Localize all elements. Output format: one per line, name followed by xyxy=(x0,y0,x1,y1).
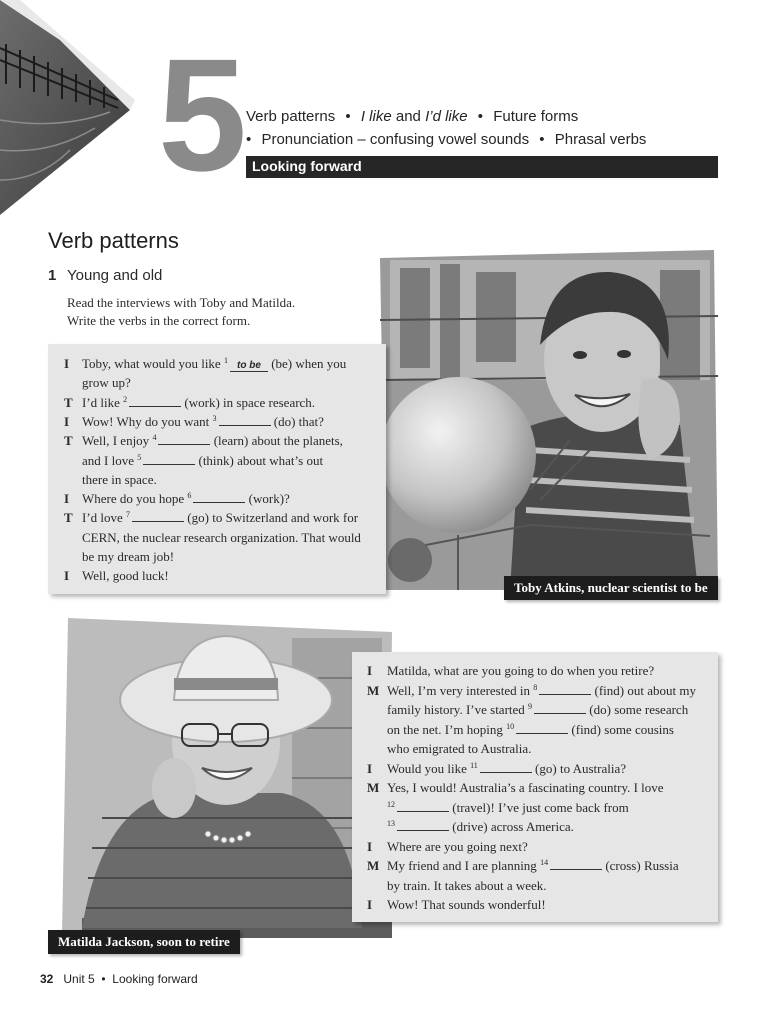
answer-blank[interactable] xyxy=(132,511,184,522)
answer-blank[interactable] xyxy=(550,859,602,870)
page-number: 32 xyxy=(40,972,54,986)
toby-speaker-t: T xyxy=(64,433,73,449)
toby-line: I’d like $^2$ (work) in space research. xyxy=(82,394,316,410)
answer-blank[interactable] xyxy=(143,454,195,465)
answer-blank[interactable] xyxy=(539,684,591,695)
answer-blank[interactable] xyxy=(129,396,181,407)
unit-number: 5 xyxy=(158,25,243,204)
matilda-line: $^{13}$ (drive) across America. xyxy=(387,819,574,834)
matilda-speaker-m: M xyxy=(367,682,380,698)
gap-number: 13 xyxy=(387,819,395,828)
toby-line: CERN, the nuclear research organization. That would xyxy=(82,529,361,545)
matilda-line: Would you like $^{11}$ (go) to Australia? xyxy=(387,760,627,776)
toby-line: Well, I enjoy $^4$ (learn) about the planets, xyxy=(82,433,343,449)
toby-line: Where do you hope $^6$ (work)? xyxy=(82,491,290,507)
answer-blank[interactable] xyxy=(158,434,210,445)
matilda-speaker-i: I xyxy=(367,897,373,912)
toby-photo xyxy=(380,250,718,590)
matilda-line: who emigrated to Australia. xyxy=(387,741,532,756)
topic-future-forms: Future forms xyxy=(493,108,579,125)
exercise-number: 1 xyxy=(48,267,57,284)
gap-number: 8 xyxy=(533,682,538,692)
matilda-caption: Matilda Jackson, soon to retire xyxy=(48,930,240,954)
footer-unit: Unit 5 xyxy=(63,972,95,986)
instruction-line-2: Write the verbs in the correct form. xyxy=(67,313,251,328)
toby-line: be my dream job! xyxy=(82,549,175,564)
page-footer: 32 Unit 5 • Looking forward xyxy=(40,972,198,986)
corner-bridge-photo xyxy=(0,0,135,215)
topics-line-1: Verb patterns • I like and I’d like • Future forms xyxy=(246,108,579,125)
answer-blank[interactable] xyxy=(516,723,568,734)
toby-speaker-i: I xyxy=(64,568,70,584)
matilda-line: by train. It takes about a week. xyxy=(387,877,547,893)
toby-line: I’d love $^7$ (go) to Switzerland and work for xyxy=(82,510,359,526)
matilda-speaker-m: M xyxy=(367,780,380,795)
gap-number: 4 xyxy=(152,433,157,443)
gap-number: 2 xyxy=(123,394,128,404)
answer-blank[interactable] xyxy=(397,801,449,812)
toby-line: Well, good luck! xyxy=(82,568,169,584)
topic-phrasal-verbs: Phrasal verbs xyxy=(554,131,647,148)
gap-number: 7 xyxy=(126,510,131,520)
gap-number: 1 xyxy=(223,356,228,365)
gap-number: 14 xyxy=(540,858,549,867)
answer-blank[interactable] xyxy=(480,762,532,773)
matilda-line: Wow! That sounds wonderful! xyxy=(387,897,546,912)
toby-line: there in space. xyxy=(82,471,157,487)
toby-speaker-t: T xyxy=(64,394,73,410)
toby-speaker-i: I xyxy=(64,491,70,507)
unit-title: Looking forward xyxy=(252,158,362,174)
matilda-speaker-i: I xyxy=(367,663,373,678)
gap-number: 5 xyxy=(137,452,142,462)
answer-blank[interactable] xyxy=(534,703,586,714)
topic-i-like: I like and I’d like xyxy=(360,108,468,125)
toby-line: grow up? xyxy=(82,375,131,391)
section-title: Verb patterns xyxy=(48,228,179,253)
matilda-line: $^{12}$ (travel)! I’ve just come back from xyxy=(387,799,629,815)
gap-number: 3 xyxy=(212,413,217,423)
matilda-line: on the net. I’m hoping $^{10}$ (find) some cousins xyxy=(387,721,674,737)
exercise-title: Young and old xyxy=(67,267,163,284)
gap-number: 12 xyxy=(387,799,395,809)
gap-number: 10 xyxy=(506,721,515,731)
matilda-line: My friend and I are planning $^{14}$ (cross) Russia xyxy=(387,858,679,873)
matilda-line: Where are you going next? xyxy=(387,838,528,854)
gap-number: 9 xyxy=(528,702,533,711)
matilda-speaker-i: I xyxy=(367,760,373,776)
topic-pronunciation: Pronunciation – confusing vowel sounds xyxy=(261,131,530,148)
topic-verb-patterns: Verb patterns xyxy=(246,108,336,125)
matilda-line: Matilda, what are you going to do when you retire? xyxy=(387,663,655,678)
answer-blank[interactable] xyxy=(219,415,271,426)
instruction-line-1: Read the interviews with Toby and Matilda. xyxy=(67,295,296,310)
example-answer: to be xyxy=(230,360,268,372)
matilda-speaker-m: M xyxy=(367,858,380,873)
matilda-line: family history. I’ve started $^9$ (do) some research xyxy=(387,702,689,717)
toby-line: Toby, what would you like $^1$ to be (be) when you xyxy=(82,356,347,371)
toby-caption: Toby Atkins, nuclear scientist to be xyxy=(504,576,718,600)
gap-number: 11 xyxy=(470,760,478,770)
matilda-line: Yes, I would! Australia’s a fascinating country. I love xyxy=(387,780,664,795)
footer-title: Looking forward xyxy=(112,972,198,986)
matilda-speaker-i: I xyxy=(367,838,373,854)
toby-line: and I love $^5$ (think) about what’s out xyxy=(82,452,324,468)
toby-speaker-i: I xyxy=(64,356,70,371)
unit-title-bar xyxy=(246,156,718,178)
toby-speaker-t: T xyxy=(64,510,73,526)
matilda-line: Well, I’m very interested in $^8$ (find) out about my xyxy=(387,682,696,698)
answer-blank[interactable] xyxy=(193,492,245,503)
matilda-photo xyxy=(62,618,392,938)
topics-line-2: • Pronunciation – confusing vowel sounds • Phrasal verbs xyxy=(246,131,647,148)
answer-blank[interactable] xyxy=(397,820,449,831)
toby-speaker-i: I xyxy=(64,413,70,429)
gap-number: 6 xyxy=(187,491,192,501)
toby-line: Wow! Why do you want $^3$ (do) that? xyxy=(82,413,324,429)
